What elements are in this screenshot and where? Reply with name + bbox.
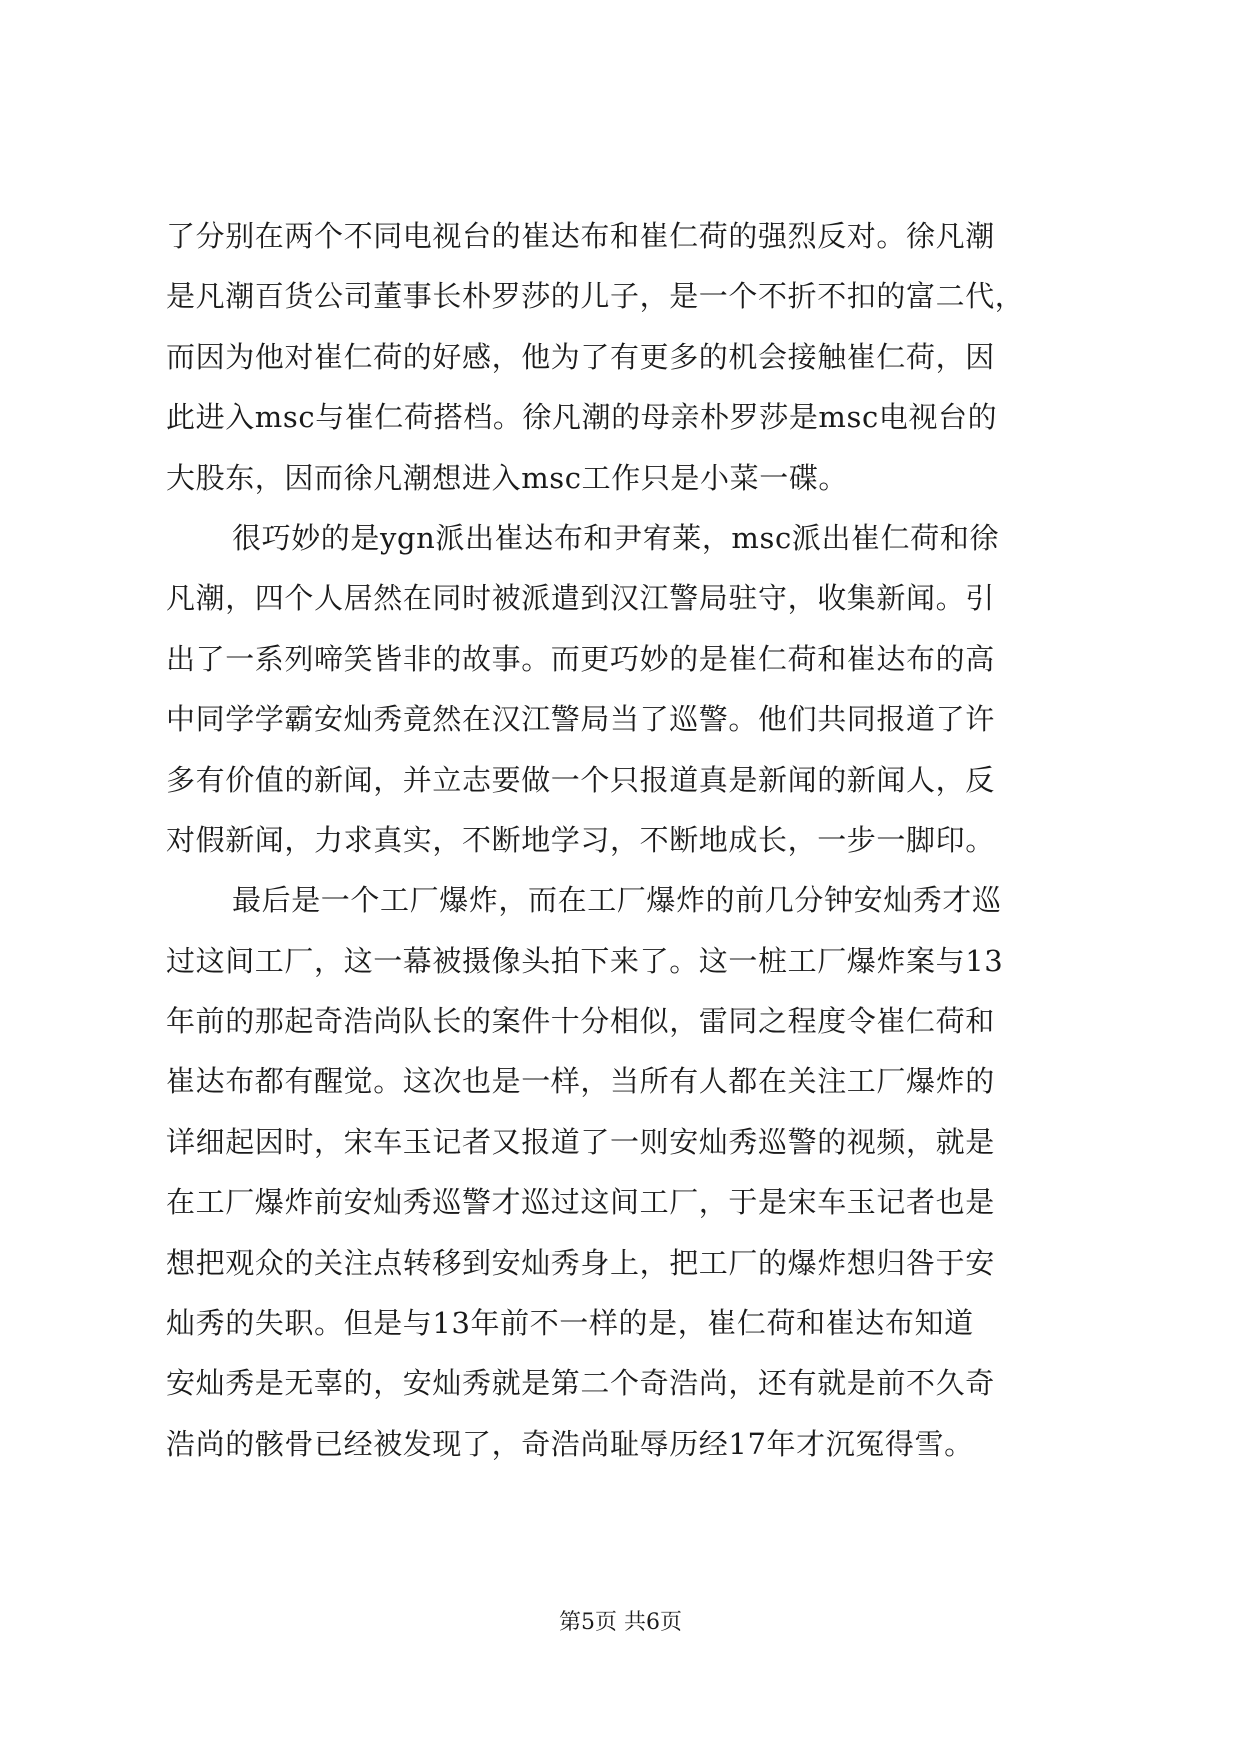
text-line: 中同学学霸安灿秀竟然在汉江警局当了巡警。他们共同报道了许 (166, 702, 995, 737)
text-line: 想把观众的关注点转移到安灿秀身上，把工厂的爆炸想归咎于安 (166, 1245, 995, 1280)
text-line: 浩尚的骸骨已经被发现了，奇浩尚耻辱历经17年才沉冤得雪。 (166, 1426, 974, 1461)
paragraph-start-line: 很巧妙的是ygn派出崔达布和尹宥莱，msc派出崔仁荷和徐 (232, 520, 1000, 555)
text-line: 详细起因时，宋车玉记者又报道了一则安灿秀巡警的视频，就是 (166, 1124, 995, 1159)
text-line: 了分别在两个不同电视台的崔达布和崔仁荷的强烈反对。徐凡潮 (166, 219, 995, 253)
text-line: 崔达布都有醒觉。这次也是一样，当所有人都在关注工厂爆炸的 (166, 1064, 995, 1099)
text-line: 而因为他对崔仁荷的好感，他为了有更多的机会接触崔仁荷，因 (166, 339, 995, 374)
text-line: 大股东，因而徐凡潮想进入msc工作只是小菜一碟。 (166, 460, 849, 495)
text-line: 是凡潮百货公司董事长朴罗莎的儿子，是一个不折不扣的富二代， (166, 279, 1025, 314)
text-line: 多有价值的新闻，并立志要做一个只报道真是新闻的新闻人，反 (166, 762, 995, 797)
text-line: 出了一系列啼笑皆非的故事。而更巧妙的是崔仁荷和崔达布的高 (166, 641, 995, 676)
page-footer (0, 1608, 1241, 1638)
text-line: 过这间工厂，这一幕被摄像头拍下来了。这一桩工厂爆炸案与13 (166, 943, 1004, 978)
text-line: 此进入msc与崔仁荷搭档。徐凡潮的母亲朴罗莎是msc电视台的 (166, 400, 998, 435)
text-line: 安灿秀是无辜的，安灿秀就是第二个奇浩尚，还有就是前不久奇 (166, 1366, 995, 1401)
text-line: 灿秀的失职。但是与13年前不一样的是，崔仁荷和崔达布知道 (166, 1306, 974, 1341)
text-line: 年前的那起奇浩尚队长的案件十分相似，雷同之程度令崔仁荷和 (166, 1004, 995, 1039)
page-number: 第5页 共6页 (559, 1610, 682, 1635)
text-line: 在工厂爆炸前安灿秀巡警才巡过这间工厂，于是宋车玉记者也是 (166, 1185, 995, 1220)
body-text (166, 206, 1166, 1474)
paragraph-start-line: 最后是一个工厂爆炸，而在工厂爆炸的前几分钟安灿秀才巡 (232, 883, 1002, 918)
text-line: 对假新闻，力求真实，不断地学习，不断地成长，一步一脚印。 (166, 822, 995, 857)
text-line: 凡潮，四个人居然在同时被派遣到汉江警局驻守，收集新闻。引 (166, 581, 995, 616)
